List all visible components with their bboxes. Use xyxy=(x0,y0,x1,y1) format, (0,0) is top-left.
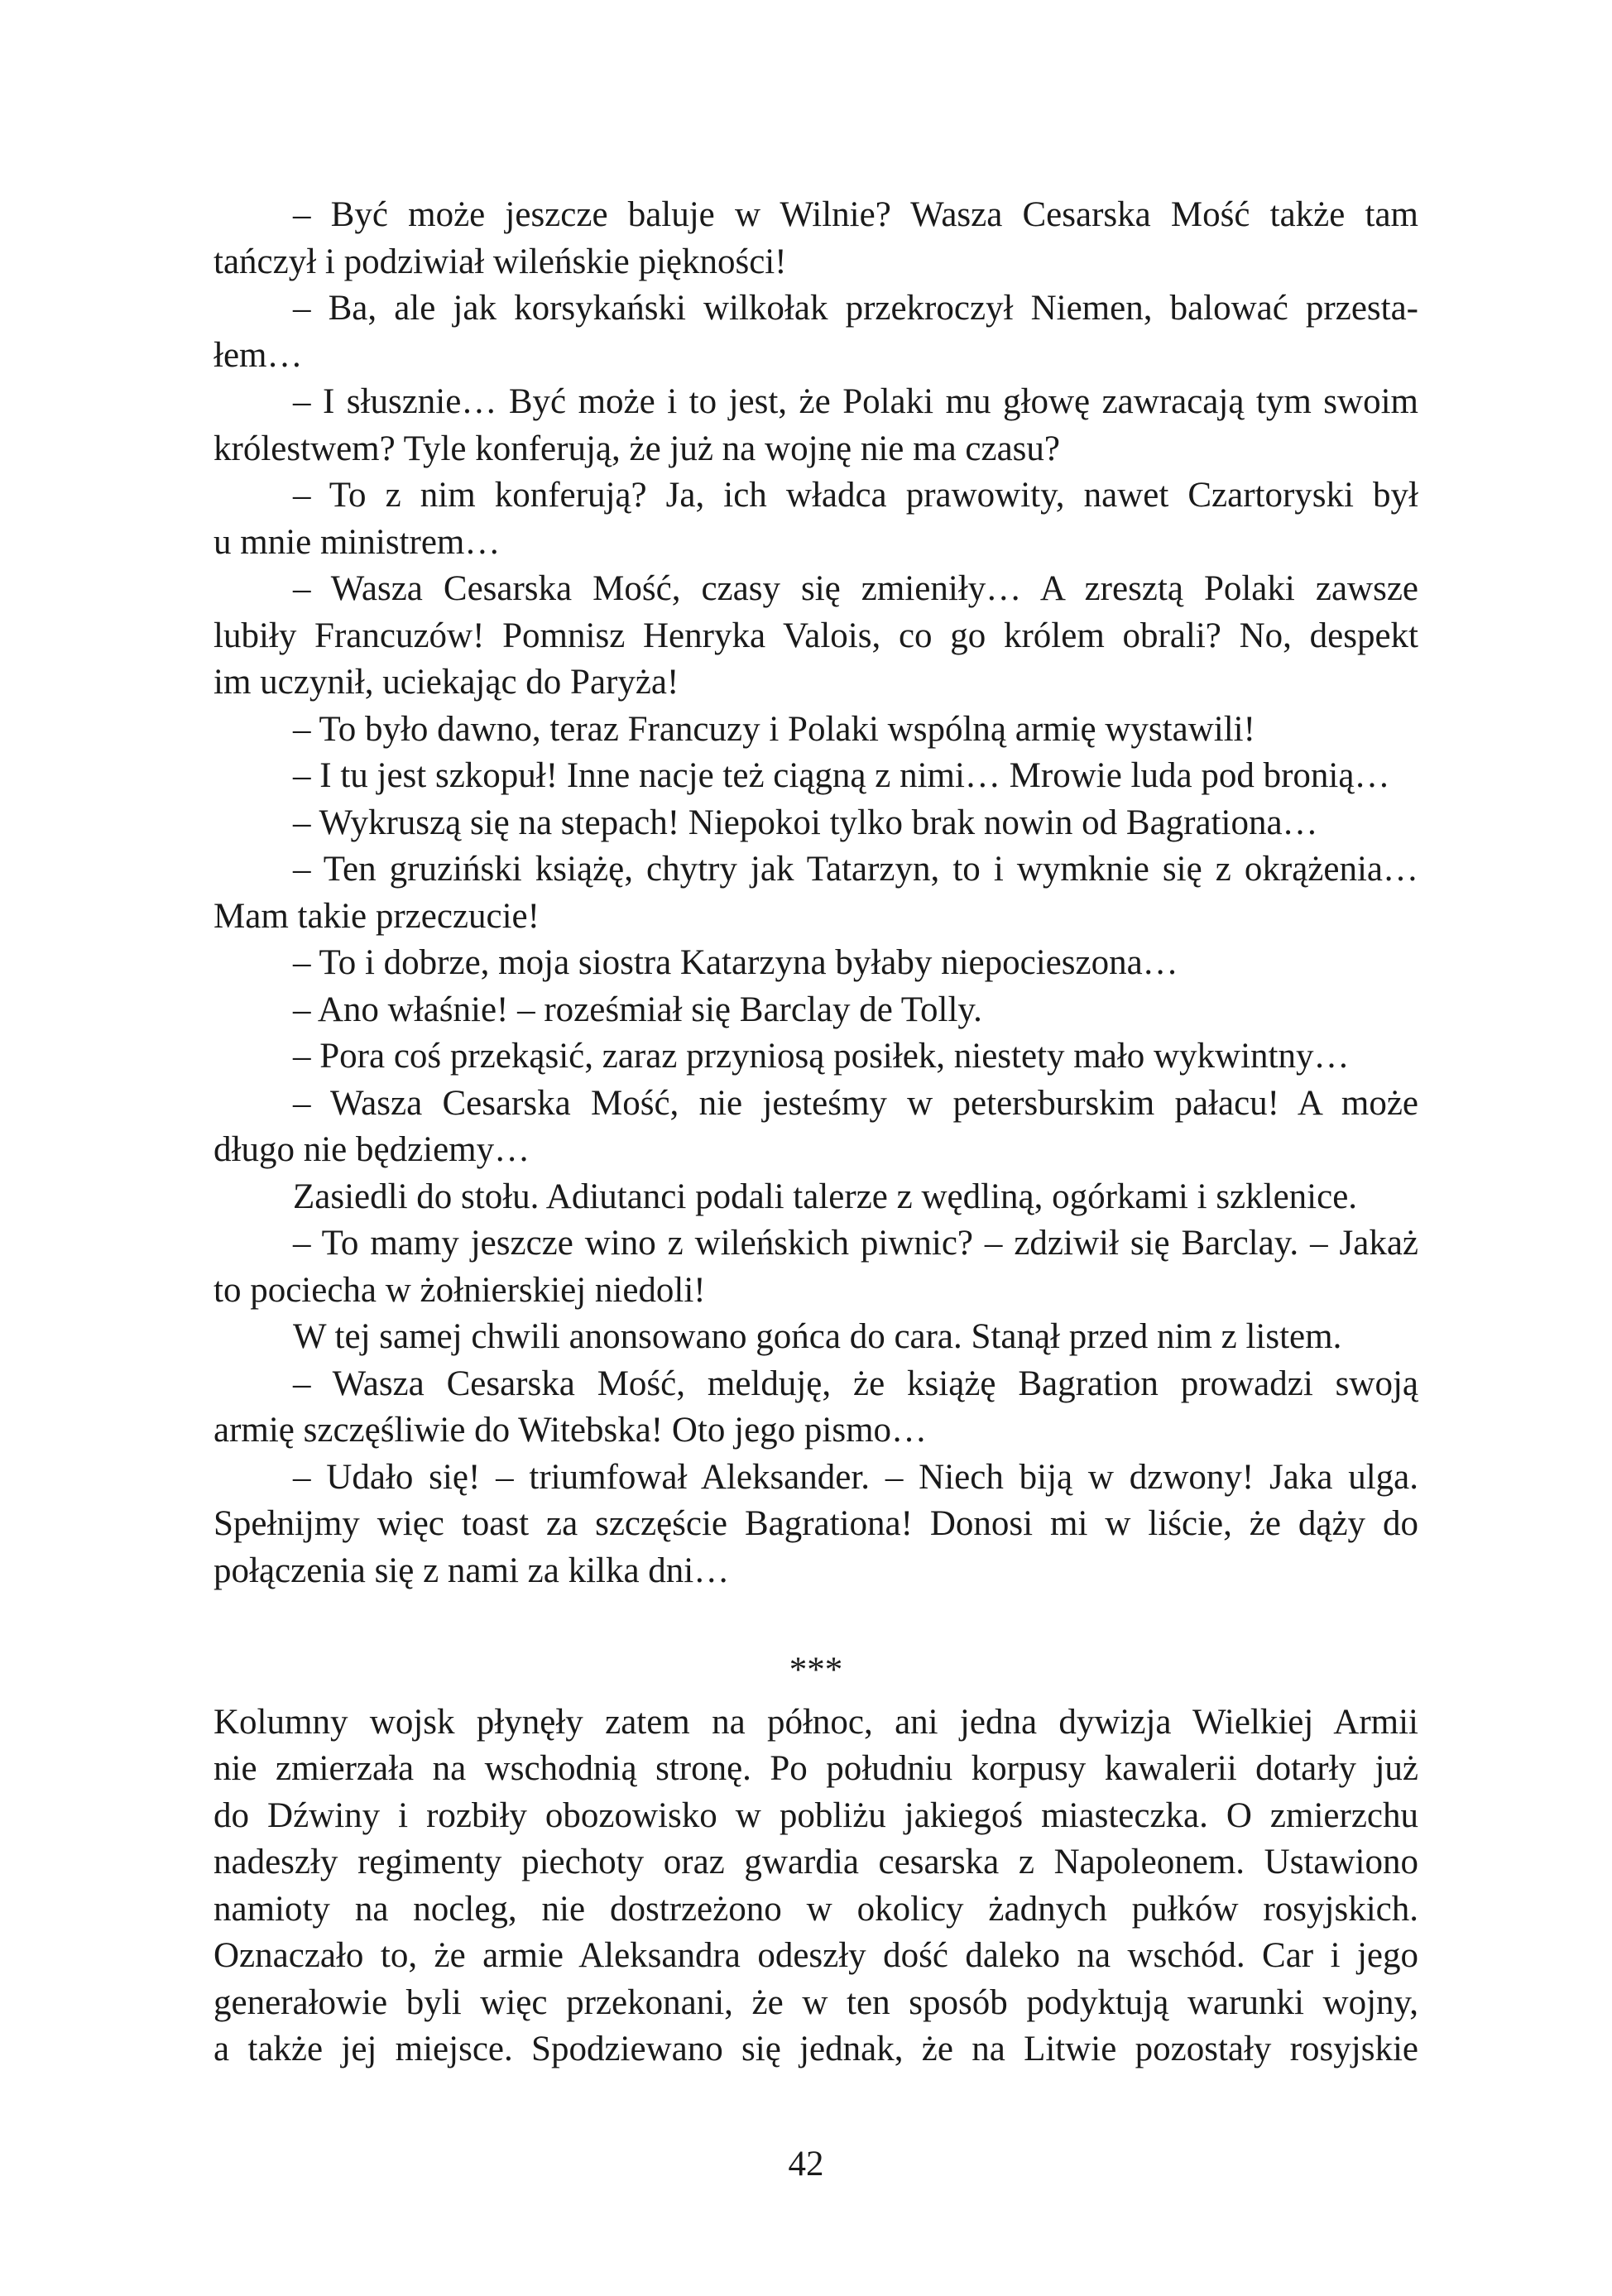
text-line: – Ba, ale jak korsykański wilkołak przekroczył Niemen, balować przesta- xyxy=(293,289,1418,328)
text-line: namioty na nocleg, nie dostrzeżono w okolicy żadnych pułków rosyjskich. xyxy=(213,1889,1418,1929)
text-line: – To z nim konferują? Ja, ich władca prawowity, nawet Czartoryski był xyxy=(293,476,1418,515)
text-line: Spełnijmy więc toast za szczęście Bagrationa! Donosi mi w liście, że dąży do xyxy=(213,1504,1418,1543)
section-separator: *** xyxy=(789,1651,843,1690)
text-line: – I słusznie… Być może i to jest, że Polaki mu głowę zawracają tym swoim xyxy=(293,382,1418,421)
text-line: nadeszły regimenty piechoty oraz gwardia cesarska z Napoleonem. Ustawiono xyxy=(213,1843,1418,1881)
text-line: Zasiedli do stołu. Adiutanci podali talerze z wędliną, ogórkami i szklenice. xyxy=(293,1177,1358,1216)
text-line: – To i dobrze, moja siostra Katarzyna byłaby niepocieszona… xyxy=(293,943,1178,982)
text-line: – Wasza Cesarska Mość, czasy się zmieniły… A zresztą Polaki zawsze xyxy=(293,569,1418,608)
text-line: W tej samej chwili anonsowano gońca do cara. Stanął przed nim z listem. xyxy=(293,1317,1342,1356)
text-line: armię szczęśliwie do Witebska! Oto jego pismo… xyxy=(213,1411,928,1450)
text-line: – Wasza Cesarska Mość, nie jesteśmy w petersburskim pałacu! A może xyxy=(293,1083,1418,1123)
text-line: łem… xyxy=(213,335,303,375)
text-line: – Wykruszą się na stepach! Niepokoi tylko brak nowin od Bagrationa… xyxy=(293,803,1318,842)
text-line: – To było dawno, teraz Francuzy i Polaki wspólną armię wystawili! xyxy=(293,709,1255,749)
text-line: królestwem? Tyle konferują, że już na wojnę nie ma czasu? xyxy=(213,429,1060,468)
dialogue-section xyxy=(213,192,1418,1594)
page-number: 42 xyxy=(788,2145,824,2183)
text-line: nie zmierzała na wschodnią stronę. Po południu korpusy kawalerii dotarły już xyxy=(213,1749,1418,1788)
text-line: połączenia się z nami za kilka dni… xyxy=(213,1551,730,1590)
text-line: – Być może jeszcze baluje w Wilnie? Wasza Cesarska Mość także tam xyxy=(293,195,1418,234)
text-line: generałowie byli więc przekonani, że w ten sposób podyktują warunki wojny, xyxy=(213,1982,1418,2022)
narrative-section xyxy=(213,1699,1418,2073)
text-line: a także jej miejsce. Spodziewano się jednak, że na Litwie pozostały rosyjskie xyxy=(213,2030,1418,2068)
text-line: lubiły Francuzów! Pomnisz Henryka Valois, co go królem obrali? No, despekt xyxy=(213,616,1418,655)
text-line: to pociecha w żołnierskiej niedoli! xyxy=(213,1270,706,1310)
text-line: do Dźwiny i rozbiły obozowisko w pobliżu jakiegoś miasteczka. O zmierzchu xyxy=(213,1795,1418,1835)
page-body xyxy=(213,192,1418,2073)
text-line: – Ano właśnie! – roześmiał się Barclay de Tolly. xyxy=(293,990,982,1029)
text-line: Kolumny wojsk płynęły zatem na północ, ani jedna dywizja Wielkiej Armii xyxy=(213,1702,1418,1742)
text-line: Mam takie przeczucie! xyxy=(213,896,540,936)
text-line: Oznaczało to, że armie Aleksandra odeszły dość daleko na wschód. Car i jego xyxy=(213,1936,1418,1975)
text-line: – To mamy jeszcze wino z wileńskich piwnic? – zdziwił się Barclay. – Jakaż xyxy=(293,1224,1418,1263)
text-line: im uczynił, uciekając do Paryża! xyxy=(213,663,679,702)
text-line: – Ten gruziński książę, chytry jak Tatarzyn, to i wymknie się z okrążenia… xyxy=(293,850,1418,889)
text-line: długo nie będziemy… xyxy=(213,1130,530,1169)
text-line: – Udało się! – triumfował Aleksander. – Niech biją w dzwony! Jaka ulga. xyxy=(293,1457,1418,1497)
text-line: – Pora coś przekąsić, zaraz przyniosą posiłek, niestety mało wykwintny… xyxy=(293,1037,1350,1076)
text-line: – I tu jest szkopuł! Inne nacje też ciągną z nimi… Mrowie luda pod bronią… xyxy=(293,756,1390,795)
text-line: u mnie ministrem… xyxy=(213,522,501,562)
text-line: – Wasza Cesarska Mość, melduję, że książę Bagration prowadzi swoją xyxy=(293,1364,1418,1403)
text-line: tańczył i podziwiał wileńskie piękności! xyxy=(213,242,787,281)
